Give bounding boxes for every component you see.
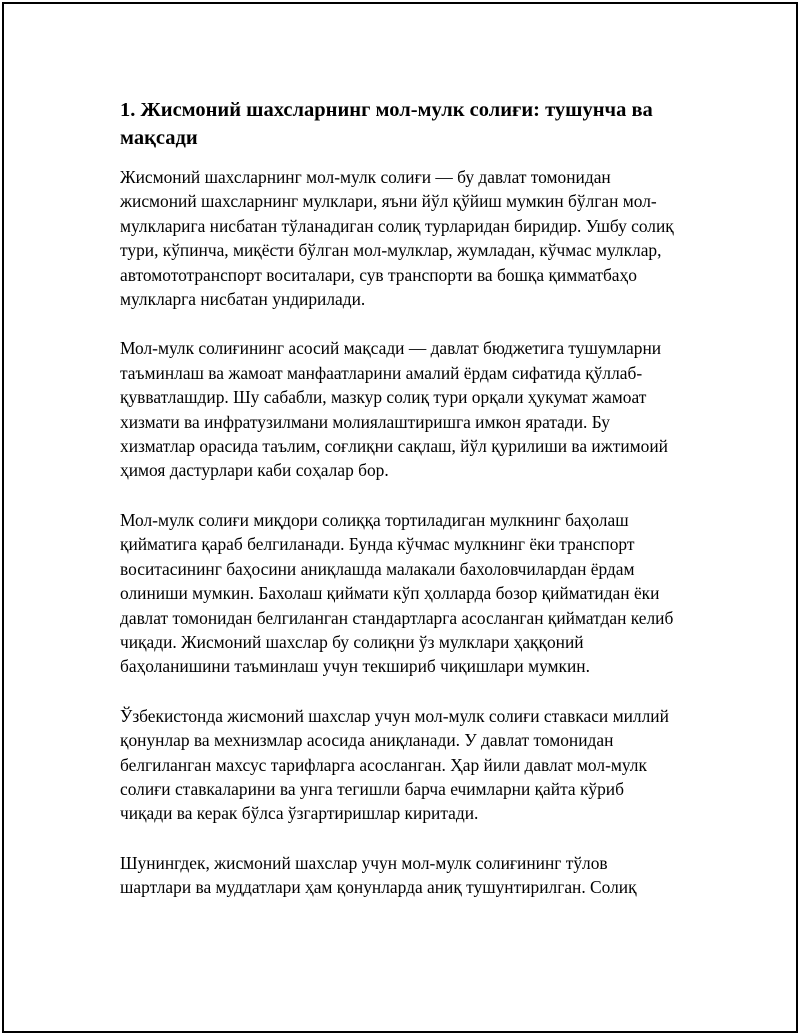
document-page [2, 2, 798, 1033]
paragraph-3: Мол-мулк солиғи миқдори солиққа тортиладиган мулкнинг баҳолаш қийматига қараб белгиланади. Бунда кўчмас мулкнинг ёки транспорт воситасининг баҳосини аниқлашда малакали бахоловчилардан ёрдам олиниши мумкин. Бахолаш қиймати кўп ҳолларда бозор қийматидан ёки давлат томонидан белгиланган стандартларга асосланган қийматдан келиб чиқади. Жисмоний шахслар бу солиқни ўз мулклари ҳаққоний баҳоланишини таъминлаш учун текшириб чиқишлари мумкин. [120, 509, 674, 677]
paragraph-5: Шунингдек, жисмоний шахслар учун мол-мулк солиғининг тўлов шартлари ва муддатлари ҳам қонунларда аниқ тушунтирилган. Солиқ [120, 852, 637, 898]
paragraph-4: Ўзбекистонда жисмоний шахслар учун мол-мулк солиғи ставкаси миллий қонунлар ва мехнизмлар асосида аниқланади. У давлат томонидан белгиланган махсус тарифларга асосланган. Ҳар йили давлат мол-мулк солиғи ставкаларини ва унга тегишли барча ечимларни қайта кўриб чиқади ва керак бўлса ўзгартиришлар киритади. [120, 705, 669, 824]
paragraph-2: Мол-мулк солиғининг асосий мақсади — давлат бюджетига тушумларни таъминлаш ва жамоат манфаатларини амалий ёрдам сифатида қўллаб-қувватлашдир. Шу сабабли, мазкур солиқ тури орқали ҳукумат жамоат хизмати ва инфратузилмани молиялаштиришга имкон яратади. Бу хизматлар орасида таълим, соғлиқни сақлаш, йўл қурилиши ва ижтимоий ҳимоя дастурлари каби соҳалар бор. [120, 338, 668, 481]
paragraph-1: Жисмоний шахсларнинг мол-мулк солиғи — бу давлат томонидан жисмоний шахсларнинг мулклари, яъни йўл қўйиш мумкин бўлган мол-мулкларига нисбатан тўланадиган солиқ турларидан биридир. Ушбу солиқ тури, кўпинча, миқёсти бўлган мол-мулклар, жумладан, кўчмас мулклар, автомототранспорт воситалари, сув транспорти ва бошқа қимматбаҳо мулкларга нисбатан ундирилади. [120, 167, 674, 310]
document-body [120, 96, 680, 925]
section-heading: 1. Жисмоний шахсларнинг мол-мулк солиғи: тушунча ва мақсади [120, 99, 653, 149]
